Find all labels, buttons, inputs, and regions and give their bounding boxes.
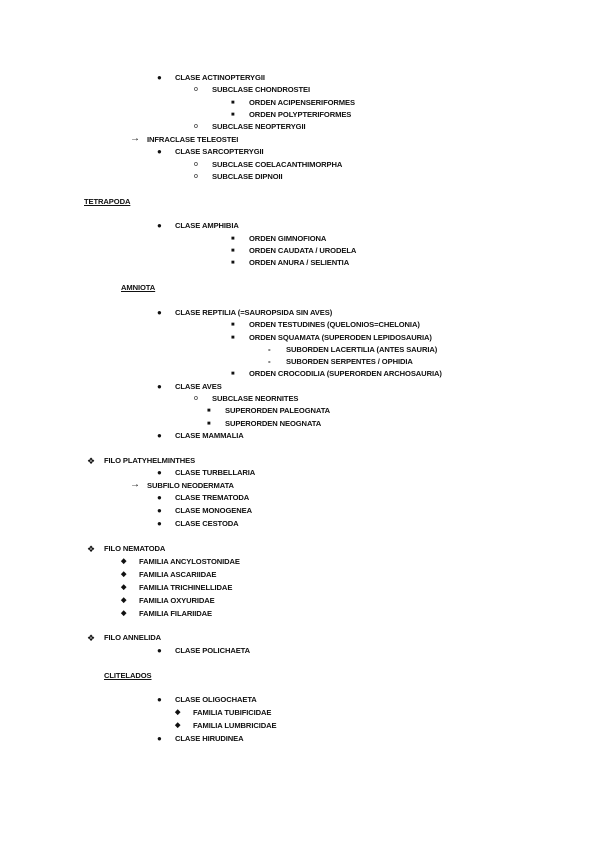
diamond-bullet-icon: ◆ — [121, 584, 127, 591]
bullet-square-icon: ■ — [231, 322, 235, 328]
arrow-right-icon: → — [130, 133, 140, 144]
list-item: CLASE SARCOPTERYGII — [175, 147, 264, 156]
list-item: FILO PLATYHELMINTHES — [104, 456, 196, 465]
bullet-disc-icon: ● — [157, 431, 162, 440]
bullet-disc-icon: ● — [157, 646, 162, 655]
list-item: CLASE CESTODA — [175, 519, 239, 528]
list-item: CLASE HIRUDINEA — [175, 734, 244, 743]
list-item: FAMILIA FILARIIDAE — [139, 609, 213, 618]
list-item: INFRACLASE TELEOSTEI — [147, 135, 239, 144]
diamond-bullet-icon: ◆ — [121, 610, 127, 617]
bullet-square-icon: ■ — [231, 260, 235, 266]
diamond-outline-bullet-icon: ❖ — [87, 456, 95, 466]
list-item: ORDEN CROCODILIA (SUPERORDEN ARCHOSAURIA) — [249, 369, 442, 378]
list-item: SUBFILO NEODERMATA — [147, 481, 234, 490]
list-item: FAMILIA ASCARIIDAE — [139, 570, 217, 579]
list-item: FILO ANNELIDA — [104, 633, 162, 642]
list-item: SUBCLASE NEORNITES — [212, 394, 299, 403]
bullet-square-icon: ■ — [231, 371, 235, 377]
diamond-bullet-icon: ◆ — [121, 597, 127, 604]
list-item: CLASE MONOGENEA — [175, 506, 252, 515]
list-item: CLASE TURBELLARIA — [175, 468, 256, 477]
bullet-disc-icon: ● — [157, 493, 162, 502]
list-item: ORDEN POLYPTERIFORMES — [249, 110, 352, 119]
bullet-square-icon: ■ — [231, 236, 235, 242]
bullet-square-icon: ■ — [231, 335, 235, 341]
bullet-circle-icon: o — [194, 123, 198, 130]
bullet-dash-icon: - — [268, 357, 271, 366]
bullet-square-icon: ■ — [231, 100, 235, 106]
list-item: SUBORDEN LACERTILIA (ANTES SAURIA) — [286, 345, 438, 354]
diamond-bullet-icon: ◆ — [175, 709, 181, 716]
list-item: CLASE ACTINOPTERYGII — [175, 73, 265, 82]
list-item: ORDEN GIMNOFIONA — [249, 234, 327, 243]
list-item: ORDEN ANURA / SELIENTIA — [249, 258, 350, 267]
list-item: CLASE POLICHAETA — [175, 646, 251, 655]
bullet-disc-icon: ● — [157, 308, 162, 317]
list-item: FAMILIA LUMBRICIDAE — [193, 721, 277, 730]
list-item: FAMILIA OXYURIDAE — [139, 596, 215, 605]
bullet-circle-icon: o — [194, 86, 198, 93]
list-item: FAMILIA ANCYLOSTONIDAE — [139, 557, 240, 566]
section-heading: CLITELADOS — [104, 671, 152, 680]
list-item: ORDEN TESTUDINES (QUELONIOS=CHELONIA) — [249, 320, 420, 329]
bullet-circle-icon: o — [194, 161, 198, 168]
bullet-square-icon: ■ — [231, 112, 235, 118]
list-item: SUBCLASE COELACANTHIMORPHA — [212, 160, 343, 169]
section-heading: AMNIOTA — [121, 283, 156, 292]
list-item: FILO NEMATODA — [104, 544, 166, 553]
bullet-disc-icon: ● — [157, 468, 162, 477]
list-item: CLASE REPTILIA (=SAUROPSIDA SIN AVES) — [175, 308, 333, 317]
list-item: FAMILIA TUBIFICIDAE — [193, 708, 272, 717]
bullet-disc-icon: ● — [157, 734, 162, 743]
bullet-disc-icon: ● — [157, 147, 162, 156]
list-item: CLASE AMPHIBIA — [175, 221, 239, 230]
bullet-disc-icon: ● — [157, 382, 162, 391]
list-item: SUBCLASE CHONDROSTEI — [212, 85, 310, 94]
list-item: FAMILIA TRICHINELLIDAE — [139, 583, 233, 592]
bullet-square-icon: ■ — [207, 421, 211, 427]
list-item: ORDEN SQUAMATA (SUPERODEN LEPIDOSAURIA) — [249, 333, 432, 342]
bullet-disc-icon: ● — [157, 695, 162, 704]
bullet-dash-icon: - — [268, 345, 271, 354]
bullet-disc-icon: ● — [157, 506, 162, 515]
diamond-bullet-icon: ◆ — [121, 571, 127, 578]
list-item: SUPERORDEN PALEOGNATA — [225, 406, 331, 415]
list-item: CLASE TREMATODA — [175, 493, 250, 502]
bullet-disc-icon: ● — [157, 519, 162, 528]
diamond-bullet-icon: ◆ — [121, 558, 127, 565]
list-item: SUBCLASE NEOPTERYGII — [212, 122, 306, 131]
diamond-outline-bullet-icon: ❖ — [87, 633, 95, 643]
section-heading: TETRAPODA — [84, 197, 131, 206]
list-item: SUBCLASE DIPNOII — [212, 172, 283, 181]
bullet-square-icon: ■ — [207, 408, 211, 414]
list-item: CLASE AVES — [175, 382, 222, 391]
diamond-outline-bullet-icon: ❖ — [87, 544, 95, 554]
bullet-disc-icon: ● — [157, 73, 162, 82]
arrow-right-icon: → — [130, 479, 140, 490]
diamond-bullet-icon: ◆ — [175, 722, 181, 729]
list-item: SUPERORDEN NEOGNATA — [225, 419, 322, 428]
list-item: CLASE MAMMALIA — [175, 431, 244, 440]
bullet-disc-icon: ● — [157, 221, 162, 230]
bullet-square-icon: ■ — [231, 248, 235, 254]
list-item: CLASE OLIGOCHAETA — [175, 695, 257, 704]
bullet-circle-icon: o — [194, 395, 198, 402]
list-item: SUBORDEN SERPENTES / OPHIDIA — [286, 357, 413, 366]
list-item: ORDEN CAUDATA / URODELA — [249, 246, 357, 255]
list-item: ORDEN ACIPENSERIFORMES — [249, 98, 355, 107]
bullet-circle-icon: o — [194, 173, 198, 180]
